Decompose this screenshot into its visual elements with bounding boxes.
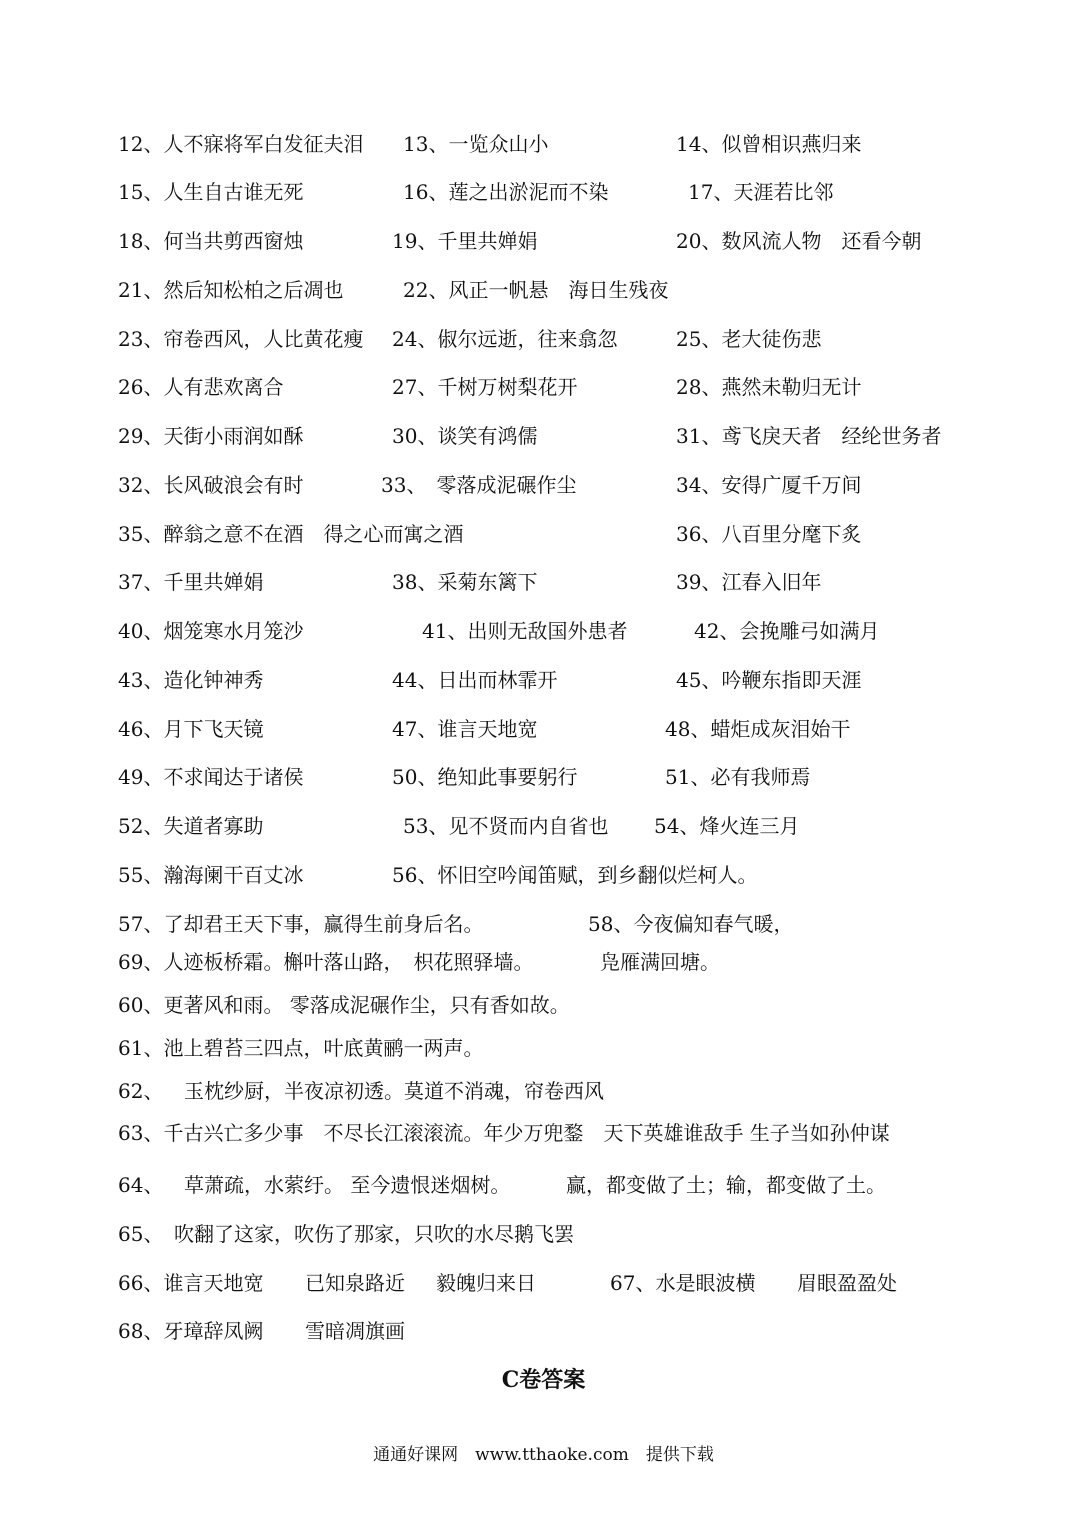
answer-16: 16、莲之出淤泥而不染: [403, 180, 609, 204]
answer-38: 38、采菊东篱下: [392, 570, 538, 594]
answer-66-part2: 已知泉路近: [305, 1271, 405, 1295]
answer-69: 69、人迹板桥霜。槲叶落山路， 枳花照驿墙。: [118, 950, 534, 974]
answer-13: 13、一览众山小: [403, 132, 549, 156]
answer-33: 33、 零落成泥碾作尘: [381, 473, 577, 497]
answer-40: 40、烟笼寒水月笼沙: [118, 619, 304, 643]
answer-row-46: [0, 714, 1087, 744]
answer-row-37: [0, 567, 1087, 597]
answer-30: 30、谈笑有鸿儒: [392, 424, 538, 448]
answer-68-part2: 雪暗凋旗画: [305, 1319, 405, 1343]
answer-56: 56、怀旧空吟闻笛赋，到乡翻似烂柯人。: [392, 863, 758, 887]
answer-24: 24、俶尔远逝，往来翕忽: [392, 327, 618, 351]
answer-47: 47、谁言天地宽: [392, 717, 538, 741]
answer-row-57: [0, 909, 1087, 939]
answer-row-65: [0, 1219, 1087, 1249]
answer-26: 26、人有悲欢离合: [118, 375, 284, 399]
answer-23: 23、帘卷西风，人比黄花瘦: [118, 327, 364, 351]
answer-row-23: [0, 324, 1087, 354]
answer-row-66: [0, 1268, 1087, 1298]
answer-34: 34、安得广厦千万间: [676, 473, 862, 497]
answer-row-32: [0, 470, 1087, 500]
section-heading: C卷答案: [501, 1367, 586, 1393]
answer-54: 54、烽火连三月: [654, 814, 800, 838]
answer-25: 25、老大徒伤悲: [676, 327, 822, 351]
footer-credit: 通通好课网 www.tthaoke.com 提供下载: [373, 1445, 714, 1465]
answer-15: 15、人生自古谁无死: [118, 180, 304, 204]
answer-57: 57、了却君王天下事，赢得生前身后名。: [118, 912, 484, 936]
answer-48: 48、蜡炬成灰泪始干: [665, 717, 851, 741]
answer-67: 67、水是眼波横: [610, 1271, 756, 1295]
answer-62: 玉枕纱厨，半夜凉初透。莫道不消魂，帘卷西风: [184, 1079, 604, 1103]
answer-row-40: [0, 616, 1087, 646]
answer-17: 17、天涯若比邻: [688, 180, 834, 204]
answer-row-68: [0, 1316, 1087, 1346]
answer-66: 66、谁言天地宽: [118, 1271, 264, 1295]
answer-62-number: 62、: [118, 1079, 164, 1103]
answer-row-60: [0, 990, 1087, 1020]
answer-31: 31、鸢飞戾天者 经纶世务者: [676, 424, 942, 448]
answer-51: 51、必有我师焉: [665, 765, 811, 789]
answer-64-number: 64、: [118, 1173, 164, 1197]
answer-row-55: [0, 860, 1087, 890]
answer-row-12: [0, 129, 1087, 159]
answer-row-26: [0, 372, 1087, 402]
answer-53: 53、见不贤而内自省也: [403, 814, 609, 838]
answer-row-18: [0, 226, 1087, 256]
answer-19: 19、千里共婵娟: [392, 229, 538, 253]
answer-50: 50、绝知此事要躬行: [392, 765, 578, 789]
answer-35: 35、醉翁之意不在酒 得之心而寓之酒: [118, 522, 464, 546]
answer-60: 60、更著风和雨。 零落成泥碾作尘，只有香如故。: [118, 993, 570, 1017]
answer-64-part2: 赢，都变做了土；输，都变做了土。: [566, 1173, 886, 1197]
answer-52: 52、失道者寡助: [118, 814, 264, 838]
answer-row-69: [0, 947, 1087, 977]
answer-row-63: [0, 1118, 1087, 1148]
answer-row-62: [0, 1076, 1087, 1106]
answer-39: 39、江春入旧年: [676, 570, 822, 594]
answer-20: 20、数风流人物 还看今朝: [676, 229, 922, 253]
answer-32: 32、长风破浪会有时: [118, 473, 304, 497]
answer-67-part2: 眉眼盈盈处: [797, 1271, 897, 1295]
answer-22: 22、风正一帆悬 海日生残夜: [403, 278, 669, 302]
answer-41: 41、出则无敌国外患者: [422, 619, 628, 643]
answer-49: 49、不求闻达于诸侯: [118, 765, 304, 789]
answer-14: 14、似曾相识燕归来: [676, 132, 862, 156]
answer-69-cont: 凫雁满回塘。: [600, 950, 720, 974]
answer-row-21: [0, 275, 1087, 305]
answer-29: 29、天街小雨润如酥: [118, 424, 304, 448]
answer-row-61: [0, 1033, 1087, 1063]
answer-65: 吹翻了这家，吹伤了那家，只吹的水尽鹅飞罢: [174, 1222, 574, 1246]
answer-row-52: [0, 811, 1087, 841]
answer-18: 18、何当共剪西窗烛: [118, 229, 304, 253]
answer-45: 45、吟鞭东指即天涯: [676, 668, 862, 692]
answer-55: 55、瀚海阑干百丈冰: [118, 863, 304, 887]
answer-46: 46、月下飞天镜: [118, 717, 264, 741]
answer-43: 43、造化钟神秀: [118, 668, 264, 692]
answer-63: 63、千古兴亡多少事 不尽长江滚滚流。年少万兜鍪 天下英雄谁敌手 生子当如孙仲谋: [118, 1121, 890, 1145]
answer-row-29: [0, 421, 1087, 451]
answer-row-43: [0, 665, 1087, 695]
answer-row-15: [0, 177, 1087, 207]
answer-36: 36、八百里分麾下炙: [676, 522, 862, 546]
answer-42: 42、会挽雕弓如满月: [694, 619, 880, 643]
answer-66-part3: 毅魄归来日: [436, 1271, 536, 1295]
answer-row-49: [0, 762, 1087, 792]
answer-row-35: [0, 519, 1087, 549]
answer-21: 21、然后知松柏之后凋也: [118, 278, 344, 302]
answer-12: 12、人不寐将军白发征夫泪: [118, 132, 364, 156]
answer-44: 44、日出而林霏开: [392, 668, 558, 692]
answer-61: 61、池上碧苔三四点，叶底黄鹂一两声。: [118, 1036, 484, 1060]
answer-64-part1: 草萧疏，水萦纡。 至今遗恨迷烟树。: [184, 1173, 511, 1197]
answer-27: 27、千树万树梨花开: [392, 375, 578, 399]
answer-65-number: 65、: [118, 1222, 164, 1246]
answer-68: 68、牙璋辞凤阙: [118, 1319, 264, 1343]
answer-28: 28、燕然未勒归无计: [676, 375, 862, 399]
answer-row-64: [0, 1170, 1087, 1200]
answer-37: 37、千里共婵娟: [118, 570, 264, 594]
answer-58: 58、今夜偏知春气暖，: [588, 912, 794, 936]
